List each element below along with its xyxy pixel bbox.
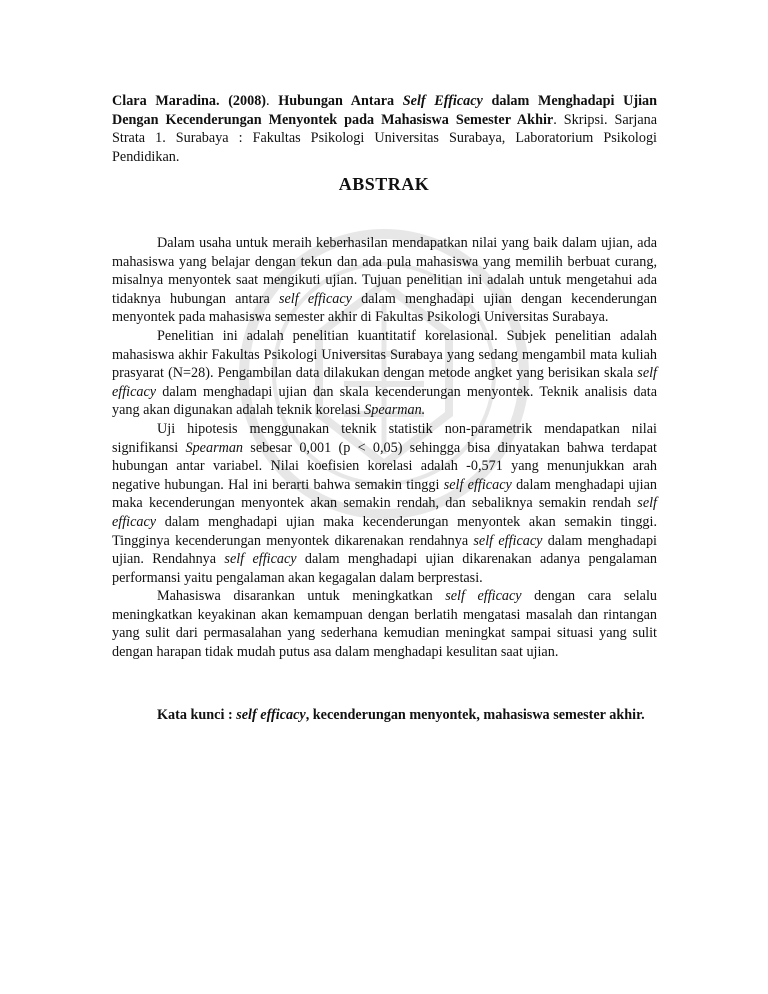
citation-author-year: Clara Maradina. (2008) bbox=[112, 93, 267, 109]
keywords-rest: , kecenderungan menyontek, mahasiswa semester akhir. bbox=[305, 707, 645, 723]
abstract-heading: ABSTRAK bbox=[338, 174, 430, 194]
abstract-paragraph: Mahasiswa disarankan untuk meningkatkan self efficacy dengan cara selalu meningkatkan keyakinan akan kemampuan dengan berlatih mengatasi masalah dan rintangan yang sulit dari permasalahan yang sederhana kemudian meningkat sampai situasi yang sulit dengan harapan tidak mudah putus asa dalam menghadapi kesulitan saat ujian. bbox=[112, 588, 657, 661]
abstract-body bbox=[112, 234, 657, 662]
citation-publisher: Sarjana Strata 1. Surabaya : Fakultas Psikologi Universitas Surabaya, Laboratorium Psikologi Pendidikan. bbox=[112, 111, 658, 165]
keywords bbox=[112, 706, 657, 725]
citation-type: Skripsi. bbox=[563, 111, 608, 128]
keywords-label: Kata kunci : bbox=[157, 707, 237, 723]
keywords-italic: self efficacy bbox=[236, 707, 306, 723]
citation-title: Hubungan Antara Self Efficacy dalam Menghadapi Ujian Dengan Kecenderungan Menyontek pada Mahasiswa Semester Akhir bbox=[112, 93, 657, 128]
abstract-paragraph: Penelitian ini adalah penelitian kuantitatif korelasional. Subjek penelitian adalah mahasiswa akhir Fakultas Psikologi Universitas Surabaya yang sedang mengambil mata kuliah prasyarat (N=28). Pengambilan data dilakukan dengan metode angket yang berisikan skala self efficacy dalam menghadapi ujian dan skala kecenderungan menyontek. Teknik analisis data yang akan digunakan adalah teknik korelasi Spearman. bbox=[112, 327, 657, 419]
abstract-paragraph: Uji hipotesis menggunakan teknik statistik non-parametrik mendapatkan nilai signifikansi Spearman sebesar 0,001 (p < 0,05) sehingga bisa dinyatakan bahwa terdapat hubungan antar variabel. Nilai koefisien korelasi adalah -0,571 yang menunjukkan arah negative hubungan. Hal ini berarti bahwa semakin tinggi self efficacy dalam menghadapi ujian maka kecenderungan menyontek akan semakin rendah, dan sebaliknya semakin rendah self efficacy dalam menghadapi ujian maka kecenderungan menyontek akan semakin tinggi. Tingginya kecenderungan menyontek dikarenakan rendahnya self efficacy dalam menghadapi ujian. Rendahnya self efficacy dalam menghadapi ujian dikarenakan adanya pengalaman performansi yaitu pengalaman akan kegagalan dalam berprestasi. bbox=[112, 420, 658, 586]
abstract-paragraph: Dalam usaha untuk meraih keberhasilan mendapatkan nilai yang baik dalam ujian, ada mahasiswa yang belajar dengan tekun dan ada pula mahasiswa yang memilih berbuat curang, misalnya menyontek saat mengikuti ujian. Tujuan penelitian ini adalah untuk mengetahui ada tidaknya hubungan antara self efficacy dalam menghadapi ujian dengan kecenderungan menyontek pada mahasiswa semester akhir di Fakultas Psikologi Universitas Surabaya. bbox=[112, 235, 657, 326]
citation: Clara Maradina. (2008). Hubungan Antara Self Efficacy dalam Menghadapi Ujian Dengan Kecenderungan Menyontek pada Mahasiswa Semester Akhir. Skripsi. Sarjana Strata 1. Surabaya : Fakultas Psikologi Universitas Surabaya, Laboratorium Psikologi Pendidikan. bbox=[112, 93, 658, 165]
